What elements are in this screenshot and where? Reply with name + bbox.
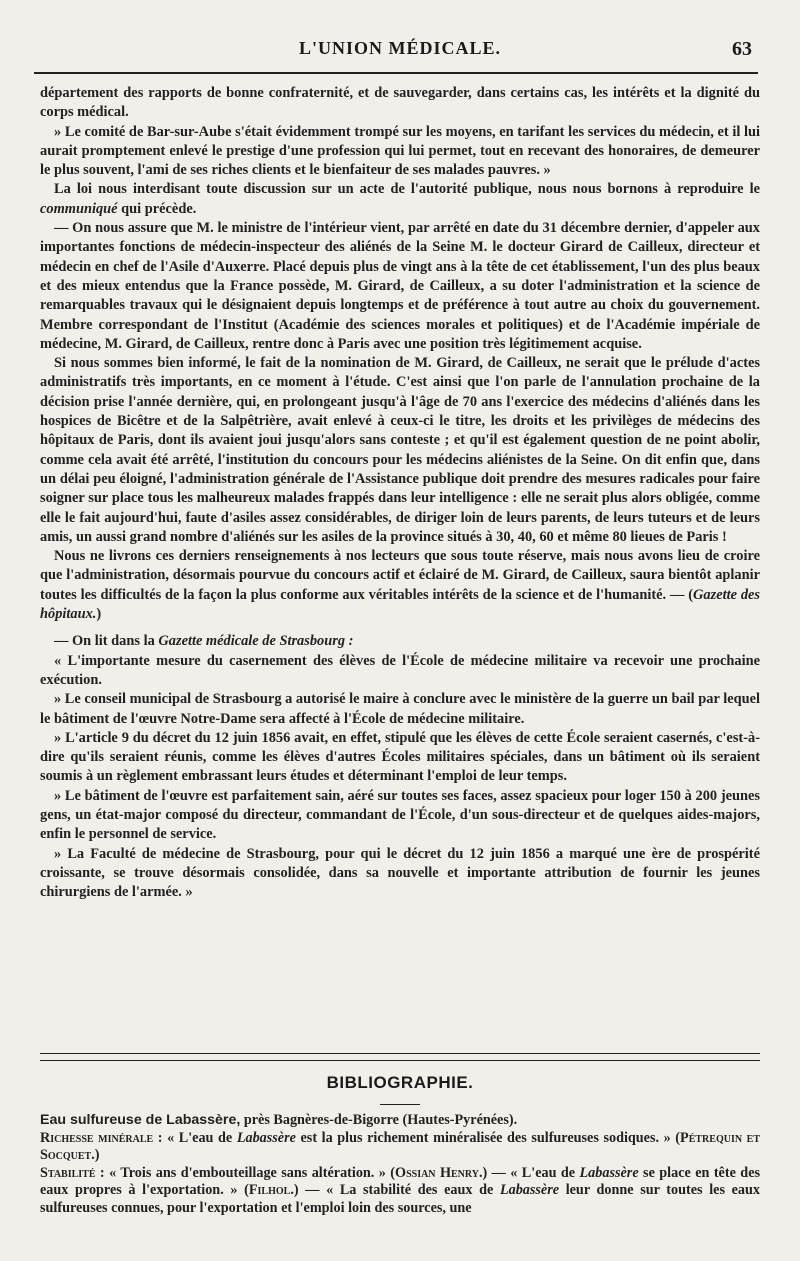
source-citation: Gazette médicale de Strasbourg :: [158, 633, 354, 650]
entry-title-line: [40, 1112, 760, 1130]
paragraph-text: — On lit dans la: [54, 633, 159, 650]
page-header: [36, 38, 764, 68]
quote-authors: Pétrequin et Socquet.: [40, 1129, 760, 1163]
bibliography-rule: [380, 1104, 420, 1105]
paragraph: » Le conseil municipal de Strasbourg a autorisé le maire à conclure avec le ministère de la guerre un bail par lequel le bâtiment de l'œuvre Notre-Dame sera affecté à l'École de médecine militaire.: [40, 691, 760, 727]
entry-location: près Bagnères-de-Bigorre (Hautes-Pyrénées).: [240, 1112, 518, 1128]
paragraph: « L'importante mesure du casernement des élèves de l'École de médecine militaire va recevoir une prochaine exécution.: [40, 652, 760, 688]
italic-term: Labassère: [236, 1129, 296, 1146]
quote-text: est la plus richement minéralisée des sulfureuses sodiques. » (: [295, 1129, 681, 1146]
quote-text: « Trois ans d'embouteillage sans altération. » (: [104, 1164, 396, 1181]
paragraph: [40, 632, 760, 651]
italic-term: Labassère: [579, 1164, 639, 1181]
page-number: 63: [732, 38, 752, 60]
paragraph: [40, 180, 760, 219]
quote-text: se place en tête des eaux propres à l'exportation. » (: [40, 1164, 761, 1198]
header-rule: [34, 72, 758, 74]
source-citation: Gazette des hôpitaux.: [40, 586, 761, 623]
quote-author: Ossian Henry.: [395, 1164, 483, 1181]
paragraph: [40, 547, 760, 624]
stabilite-line: [40, 1165, 760, 1218]
quote-author: Filhol.: [248, 1182, 294, 1198]
bibliography-entry: [40, 1112, 760, 1217]
richesse-line: [40, 1130, 760, 1165]
paragraph: » La Faculté de médecine de Strasbourg, pour qui le décret du 12 juin 1856 a marqué une ère de prospérité croissante, se trouve désormais consolidée, dans sa nouvelle et importante attribution de fournir les jeunes chirurgiens de l'armée. »: [40, 845, 760, 901]
paragraph-text: ): [96, 606, 102, 623]
paragraph: département des rapports de bonne confraternité, et de sauvegarder, dans certains cas, les intérêts et la dignité du corps médical.: [40, 85, 760, 121]
richesse-label: Richesse minérale :: [40, 1129, 163, 1146]
paragraph-text: La loi nous interdisant toute discussion sur un acte de l'autorité publique, nous nous bornons à reproduire le: [54, 181, 760, 198]
running-title: L'UNION MÉDICALE.: [298, 38, 502, 58]
quote-text: ) — « L'eau de: [482, 1164, 580, 1181]
article-body: [40, 84, 760, 902]
paragraph: Si nous sommes bien informé, le fait de la nomination de M. Girard, de Cailleux, ne serait que le prélude d'actes administratifs très importants, en ce moment à l'étude. C'est ainsi que l'on parle de l'annulation prochaine de la décision prise l'année dernière, qui, en prolongeant jusqu'à l'âge de 70 ans l'exercice des médecins d'aliénés dans les hospices de Bicêtre et de la Salpêtrière, avait enlevé à ceux-ci le titre, les droits et les privilèges de médecins des hôpitaux de Paris, dont ils avaient joui jusqu'alors sans conteste ; et qu'il est également question de ne point abolir, comme cela avait été arrêté, l'institution du concours pour les médecins aliénistes de la Seine. On dit enfin que, dans un délai peu éloigné, l'administration générale de l'Assistance publique doit prendre des mesures radicales pour faire soigner sur place tous les malheureux malades frappés dans leur intelligence : elle ne serait plus alors obligée, comme elle le fait aujourd'hui, faute d'asiles assez considérables, de diriger loin de leurs parents, de leurs tuteurs et de leurs amis, un aussi grand nombre d'aliénés sur les asiles de la province situés à 30, 40, 60 et même 80 lieues de Paris !: [40, 355, 760, 545]
quote-text: ): [94, 1147, 100, 1163]
quote-text: leur donne sur toutes les eaux sulfureuses connues, pour l'exportation et l'emploi loin des sources, une: [40, 1182, 760, 1216]
italic-term: Labassère: [499, 1182, 560, 1198]
quote-text: « L'eau de: [162, 1129, 237, 1146]
paragraph: — On nous assure que M. le ministre de l'intérieur vient, par arrêté en date du 31 décembre dernier, d'appeler aux importantes fonctions de médecin-inspecteur des aliénés de la Seine M. le docteur Girard de Cailleux, directeur et médecin en chef de l'Asile d'Auxerre. Placé depuis plus de vingt ans à la tête de cet établissement, l'un des plus beaux et des mieux entendus que la France possède, M. Girard, de Cailleux, a su doter l'administration et la science de remarquables travaux qui le désignaient depuis longtemps et de préférence à tout autre au choix du gouvernement. Membre correspondant de l'Institut (Académie des sciences morales et politiques) et de l'Académie impériale de médecine, M. Girard, de Cailleux, rentre donc à Paris avec une position très légitimement acquise.: [40, 220, 760, 352]
paragraph-text: qui précède.: [117, 200, 197, 217]
paragraph-text: Nous ne livrons ces derniers renseignements à nos lecteurs que sous toute réserve, mais nous avons lieu de croire que l'administration, désormais pourvue du concours actif et éclairé de M. Girard, de Cailleux, saura bientôt aplanir toutes les difficultés de la façon la plus conforme aux véritables intérêts de la science et de l'humanité. — (: [40, 548, 760, 603]
paragraph: » L'article 9 du décret du 12 juin 1856 avait, en effet, stipulé que les élèves de cette École seraient casernés, c'est-à-dire qu'ils seraient réunis, comme les élèves d'autres Écoles militaires spéciales, dans un bâtiment où ils seraient soumis à un règlement embrassant leurs études et déterminant l'emploi de leur temps.: [40, 729, 760, 785]
bibliography-title: BIBLIOGRAPHIE.: [326, 1073, 474, 1092]
section-separator: [40, 1053, 760, 1061]
stabilite-label: Stabilité :: [40, 1164, 105, 1181]
italic-term: communiqué: [40, 200, 118, 217]
entry-head: Eau sulfureuse de Labassère,: [40, 1112, 241, 1128]
paragraph: » Le comité de Bar-sur-Aube s'était évidemment trompé sur les moyens, en tarifant les services du médecin, et il lui aurait promptement enlevé le prestige d'une profession qui lui permet, tout en recevant des honoraires, de demeurer le plus souvent, l'ami de ses riches clients et le bienfaiteur de ses malades pauvres. »: [40, 123, 760, 179]
paragraph: » Le bâtiment de l'œuvre est parfaitement sain, aéré sur toutes ses faces, assez spacieux pour loger 150 à 200 jeunes gens, un état-major composé du directeur, commandant de l'École, d'un sous-directeur et de quelques aides-majors, enfin le personnel de service.: [40, 787, 760, 843]
quote-text: ) — « La stabilité des eaux de: [293, 1182, 500, 1198]
